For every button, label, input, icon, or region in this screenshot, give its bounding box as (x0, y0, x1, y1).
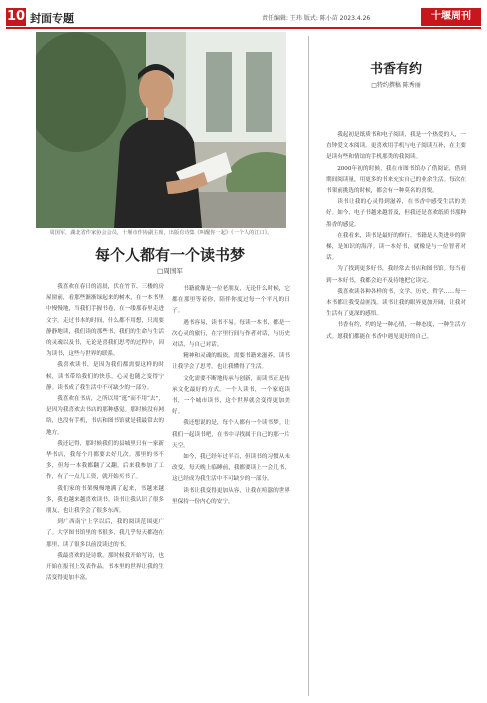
masthead-brand: 十堰周刊 (421, 8, 481, 26)
sidebar-byline: □特约撰稿 陈秀丽 (371, 82, 421, 89)
paragraph: 读书让我的心灵得到滋养，在书香中感受生活的美好。如今，电子书越来越普及，但我还是喜欢纸质书那种墨香的感觉。 (326, 199, 466, 228)
paragraph: 我喜欢读各种各样的书，文学、历史、哲学……每一本书都让我受益匪浅。读书让我的眼界更加开阔，让我对生活有了更深的感悟。 (326, 288, 466, 318)
author-photo (36, 32, 286, 228)
paragraph: 我们家的书架慢慢地满了起来，书越来越多，我也越来越喜欢读书。读书让我认识了很多朋友，也让我学会了很多东西。 (46, 485, 164, 515)
sidebar-title: 书香有约 (369, 62, 422, 77)
section-title: 封面专题 (30, 12, 74, 25)
paragraph: 我喜欢读书，是因为我们都需要这样的时候，读书带给我们的快乐，心灵也随之变得宁静。读书成了我生活中不可缺少的一部分。 (46, 362, 164, 391)
editor-credits: 责任编辑: 王玮 版式: 陈小苗 2023.4.26 (262, 15, 371, 22)
paragraph: 我还记得，那时候我们的县城里只有一家新华书店，我每个月都要去好几次。那里的书不多，但每一本我都翻了又翻。后来我参加了工作，有了一点儿工资，就开始买书了。 (46, 440, 164, 481)
paragraph: 在我看来，读书是最好的修行。书籍是人类进步的阶梯，是知识的海洋。读一本好书，就像是与一位智者对话。 (326, 232, 466, 262)
paragraph: 我起初是纸质书和电子阅读，我是一个热爱的人，一直钟爱文本阅读。更喜欢用手机与电子阅读互补，在主要是读有些和情谊的手机那类的我阅读。 (326, 132, 466, 161)
paragraph: 如今，我已经年过半百，但读书的习惯从未改变。每天晚上临睡前，我都要读上一会儿书，这已经成为我生活中不可缺少的一部分。 (172, 454, 290, 483)
paragraph: 我喜欢在书店，之所以用“逛”而不用“去”，是因为我喜欢去书店的那种感觉。那时候没有网络，也没有手机，书店和图书馆就是我最常去的地方。 (46, 396, 164, 436)
paragraph: 2000年初的时候，我在市图书馆办了借阅证，借到期间阅读量，用更多的书来充实自己的业余生活。每次在书架前挑选的时候，都会有一种莫名的喜悦。 (326, 165, 466, 195)
article-column-1 (46, 282, 164, 696)
header-rule (6, 27, 481, 29)
column-divider (308, 36, 309, 696)
paragraph: 为了找到更多好书，我经常去书店和图书馆。每当看到一本好书，我都会迫不及待地把它读完。 (326, 266, 466, 284)
article-byline: □周国军 (157, 267, 183, 275)
paragraph: 读书让我变得更加从容，让我在喧嚣的世界里保持一份内心的安宁。 (172, 487, 290, 505)
paragraph: 遇书容易，读书不易。每读一本书，都是一次心灵的旅行，在字里行间与作者对话，与历史对话，与自己对话。 (172, 319, 290, 349)
paragraph: 书籍就像是一位老朋友，无论什么时候，它都在那里等着你，陪伴你度过每一个平凡的日子。 (172, 286, 290, 315)
paragraph: 我最喜欢的是诗歌，那时候我开始写诗，也开始在报刊上发表作品。书本里的世界让我的生活变得更加丰富。 (46, 552, 164, 582)
article-title: 每个人都有一个读书梦 (94, 246, 245, 264)
article-column-2 (172, 284, 290, 696)
photo-caption: 周国军，湖北省作家协会会员，十堰市作协副主席，出版有诗集《叫醒你一起》《一个人的江口》。 (49, 230, 273, 236)
paragraph: 我还想说的是，每个人都有一个读书梦。让我们一起读书吧，在书中寻找属于自己的那一片天空。 (172, 420, 290, 449)
paragraph: 到广西南宁上学以后，我的阅读范围更广了。大学图书馆里的书很多，我几乎每天都泡在那里，读了很多以前没读过的书。 (46, 519, 164, 548)
page-number: 10 (6, 9, 26, 24)
paragraph: 我喜欢在春日的清晨，伏在竹节、三楼的房屋窗前，看那些渐渐绿起来的树木，在一本书里中慢慢地，当我们手握书卷，在一缕那春里走进文字。走过书本的时间，什么都不用想，只需要静静地读，我们读的那些书，我们的生命与生活的灵魂以及书，无论是喜我们思考的过程中，因为读书，这些与世界的联系。 (46, 284, 164, 358)
paragraph: 书香有约，约的是一种心情，一种态度，一种生活方式。愿我们都能在书香中遇见更好的自己。 (326, 322, 466, 340)
photo-illustration (36, 32, 286, 228)
paragraph: 文化需要不断地传承与创新，而读书正是传承文化最好的方式。一个人读书，一个家庭读书，一个城市读书，这个世界就会变得更加美好。 (172, 375, 290, 416)
paragraph: 精神和灵魂的皈依，需要书籍来滋养。读书让我学会了思考，也让我懂得了生活。 (172, 353, 290, 371)
sidebar-column (326, 130, 466, 696)
